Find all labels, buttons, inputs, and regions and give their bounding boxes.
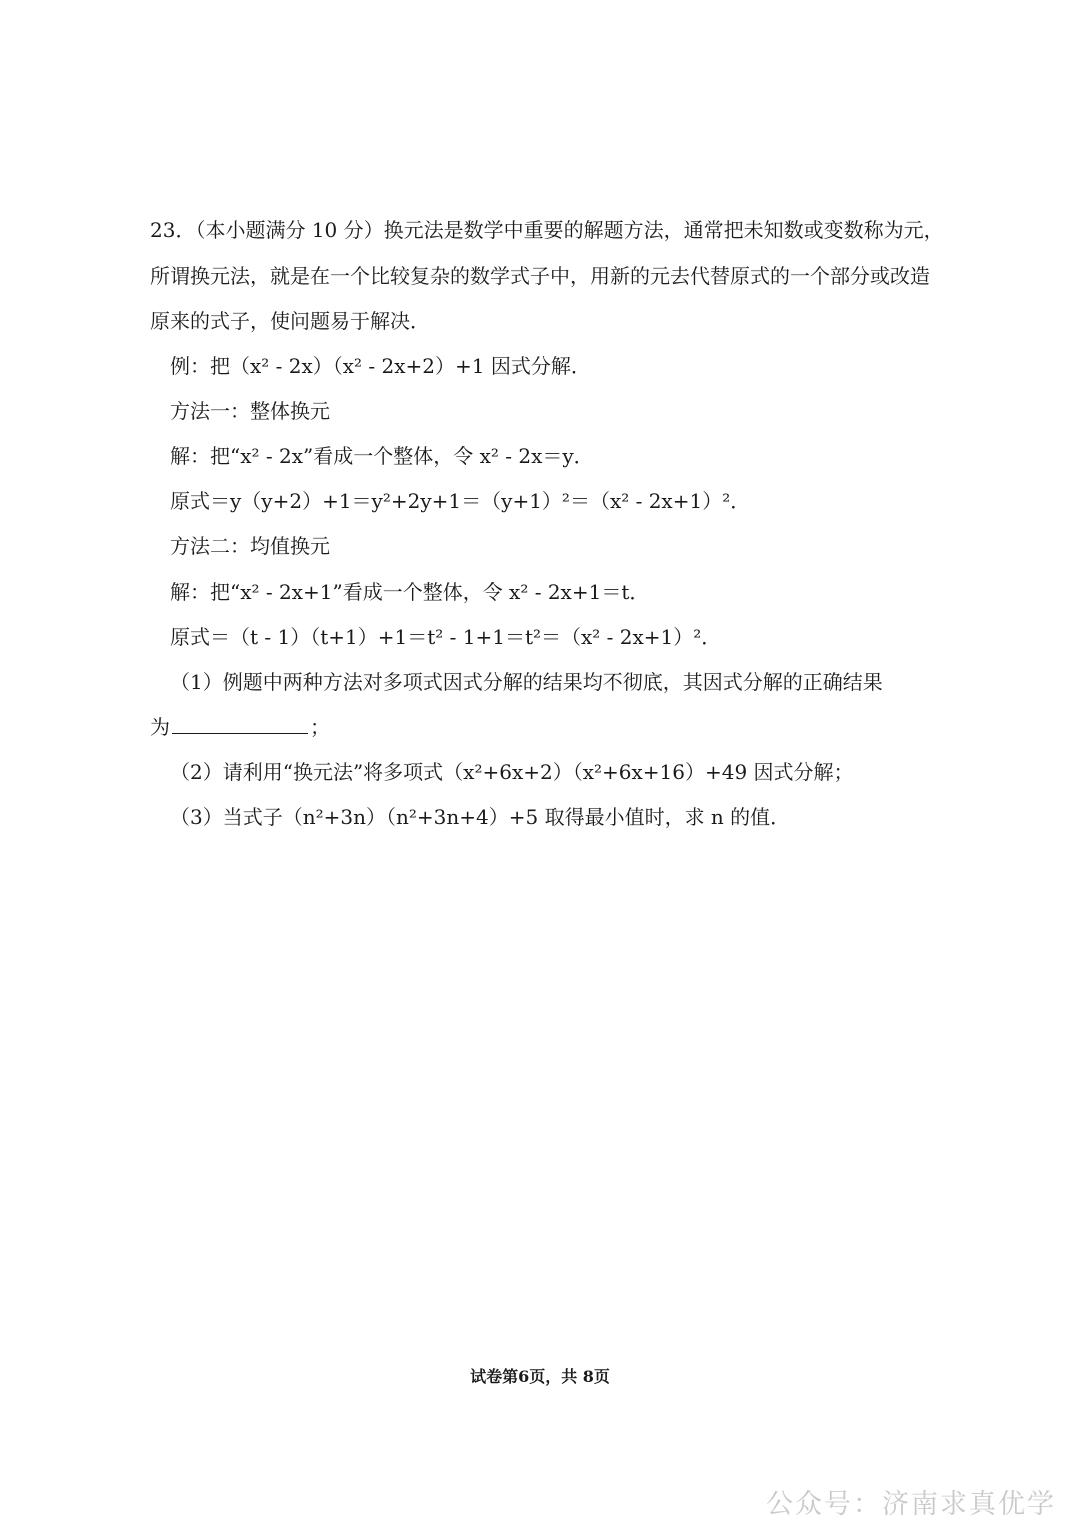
part-one-suffix: ；	[310, 715, 330, 739]
page-footer: 试卷第6页，共 8页	[470, 1367, 610, 1386]
part-one-line-2	[150, 713, 940, 741]
part-three: （3）当式子（n²+3n）（n²+3n+4）+5 取得最小值时，求 n 的值．	[170, 805, 791, 829]
question-intro-line-3: 原来的式子，使问题易于解决．	[150, 309, 430, 333]
watermark-text: 公众号：济南求真优学	[766, 1489, 1056, 1520]
part-two: （2）请利用“换元法”将多项式（x²+6x+2）（x²+6x+16）+49 因式分解；	[170, 760, 854, 784]
method-one-title: 方法一：整体换元	[170, 399, 330, 423]
method-two-title: 方法二：均值换元	[170, 534, 330, 558]
method-one-solution: 解：把“x² - 2x”看成一个整体，令 x² - 2x＝y．	[170, 444, 594, 468]
answer-blank[interactable]	[172, 713, 308, 734]
method-two-result: 原式＝（t - 1）（t+1）+1＝t² - 1+1＝t²＝（x² - 2x+1）²．	[170, 625, 722, 649]
question-intro-line-2: 所谓换元法，就是在一个比较复杂的数学式子中，用新的元去代替原式的一个部分或改造	[150, 264, 930, 288]
method-one-result: 原式＝y（y+2）+1＝y²+2y+1＝（y+1）²＝（x² - 2x+1）²．	[170, 489, 751, 513]
method-two-solution: 解：把“x² - 2x+1”看成一个整体，令 x² - 2x+1＝t．	[170, 580, 650, 604]
part-one-line-1: （1）例题中两种方法对多项式因式分解的结果均不彻底，其因式分解的正确结果	[170, 670, 883, 694]
part-one-prefix: 为	[150, 715, 170, 739]
question-intro-line-1: 23．（本小题满分 10 分）换元法是数学中重要的解题方法，通常把未知数或变数称为元，	[150, 218, 944, 242]
example-statement: 例：把（x² - 2x）（x² - 2x+2）+1 因式分解．	[170, 354, 591, 378]
